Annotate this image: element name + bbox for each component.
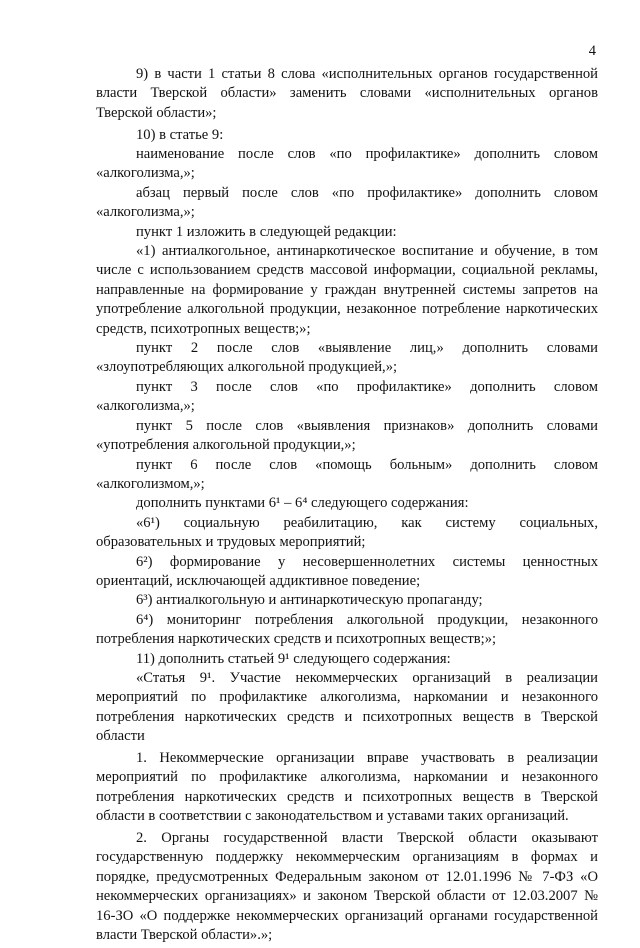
paragraph-point-2: пункт 2 после слов «выявление лиц,» дополнить словами «злоупотребляющих алкогольной продукцией,»; (96, 340, 598, 376)
paragraph-point-6: пункт 6 после слов «помощь больным» дополнить словом «алкоголизмом,»; (96, 456, 598, 492)
paragraph-item-9: 9) в части 1 статьи 8 слова «исполнительных органов государственной власти Тверской области» заменить словами «исполнительных органов Тверской области»; (96, 66, 598, 121)
page-number: 4 (588, 43, 596, 59)
document-body (96, 65, 598, 948)
paragraph-article-9-1-title: «Статья 9¹. Участие некоммерческих организаций в реализации мероприятий по профилактике алкоголизма, наркомании и незаконного потребления наркотических средств и психотропных веществ в Тверской области (96, 669, 598, 745)
paragraph-add-points-intro: дополнить пунктами 6¹ – 6⁴ следующего содержания: (136, 495, 469, 512)
paragraph-item-10: 10) в статье 9: (136, 126, 224, 143)
paragraph-article-title-change: наименование после слов «по профилактике» дополнить словом «алкоголизма,»; (96, 146, 598, 182)
paragraph-point-5: пункт 5 после слов «выявления признаков» дополнить словами «употребления алкогольной продукции,»; (96, 417, 598, 454)
paragraph-article-9-1-part-2: 2. Органы государственной власти Тверской области оказывают государственную поддержку некоммерческим организациям в формах и порядке, предусмотренных Федеральным законом от 12.01.1996 № 7-ФЗ «О некоммерческих организациях» и законом Тверской области от 12.03.2007 № 16-ЗО «О поддержке некоммерческих организаций органами государственной власти Тверской области».»; (96, 830, 598, 944)
paragraph-article-9-1-part-1: 1. Некоммерческие организации вправе участвовать в реализации мероприятий по профилактике алкоголизма, наркомании и незаконного потребления наркотических средств и психотропных веществ в Тверской области в соответствии с законодательством и уставами таких организаций. (96, 750, 598, 825)
paragraph-point-6-2: 6²) формирование у несовершеннолетних системы ценностных ориентаций, исключающей аддиктивное поведение; (96, 553, 598, 589)
paragraph-point-6-1: «6¹) социальную реабилитацию, как систему социальных, образовательных и трудовых мероприятий; (96, 514, 598, 551)
paragraph-point-3: пункт 3 после слов «по профилактике» дополнить словом «алкоголизма,»; (96, 378, 598, 415)
paragraph-point-6-4: 6⁴) мониторинг потребления алкогольной продукции, незаконного потребления наркотических средств и психотропных веществ;»; (96, 611, 598, 648)
paragraph-point-1-intro: пункт 1 изложить в следующей редакции: (136, 223, 397, 240)
paragraph-point-6-3: 6³) антиалкогольную и антинаркотическую пропаганду; (136, 592, 483, 609)
paragraph-point-1-text: «1) антиалкогольное, антинаркотическое воспитание и обучение, в том числе с использованием средств массовой информации, социальной рекламы, направленные на формирование у граждан внутренней системы запретов на употребление алкогольной продукции, незаконное потребление наркотических средств, психотропных веществ;»; (96, 243, 598, 337)
paragraph-item-11: 11) дополнить статьей 9¹ следующего содержания: (136, 650, 451, 667)
paragraph-first-abzac-change: абзац первый после слов «по профилактике» дополнить словом «алкоголизма,»; (96, 184, 598, 221)
